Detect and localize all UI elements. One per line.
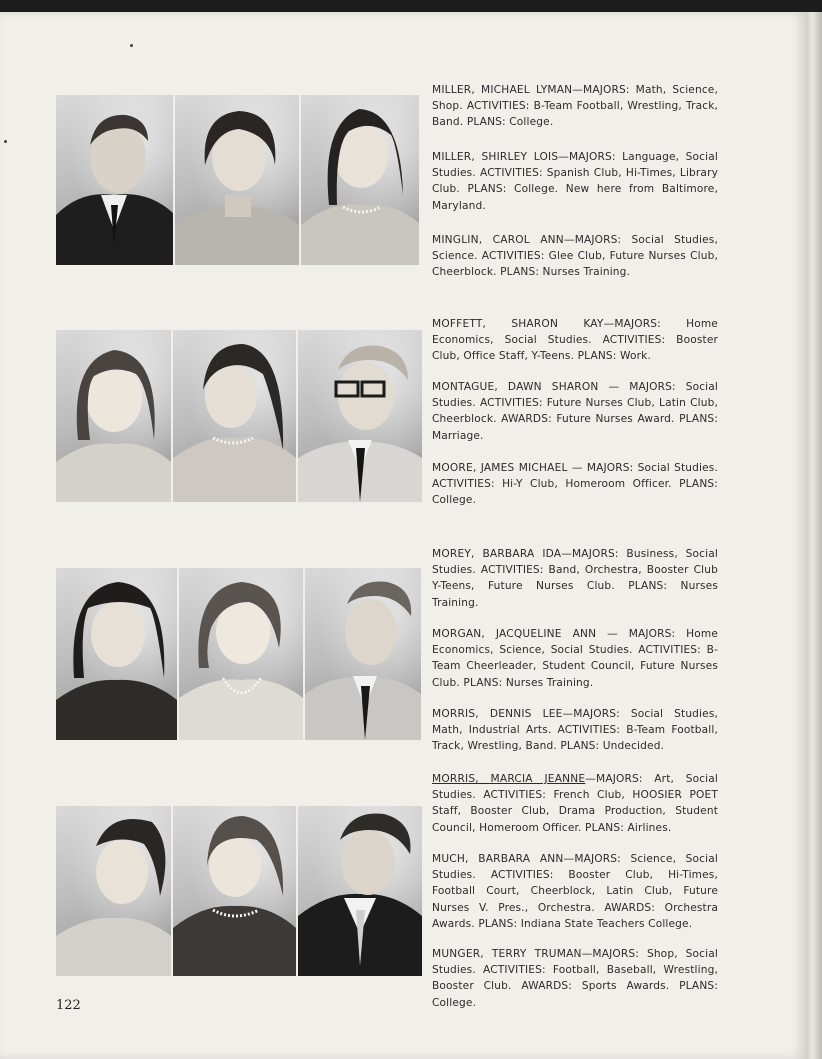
portrait-photo-much-barbara (173, 806, 296, 976)
portrait-photo-montague-dawn (173, 330, 296, 502)
student-details: MAJORS: Science, Social Studies. ACTIVITIES: Booster Club, Hi-Times, Football Court, Cheerblock, Latin Club, Future Nurses V. Pres., Orchestra. AWARDS: Orchestra Awards. PLANS: Indiana State Teachers College. (432, 853, 718, 930)
student-name: MORGAN, JACQUELINE ANN (432, 628, 597, 640)
student-entry-morris-dennis: MORRIS, DENNIS LEE—MAJORS: Social Studies, Math, Industrial Arts. ACTIVITIES: B-Team Football, Track, Wrestling, Band. PLANS: Undecided. (432, 708, 719, 753)
student-entry-miller-shirley: MILLER, SHIRLEY LOIS—MAJORS: Language, Social Studies. ACTIVITIES: Spanish Club, Hi-Times, Library Club. PLANS: College. New here from Baltimore, Maryland. (432, 151, 718, 212)
portrait-photo-morgan-jacqueline (179, 568, 303, 740)
student-name: MUNGER, TERRY TRUMAN (432, 948, 582, 960)
portrait-photo-munger-terry (298, 806, 422, 976)
student-details: MAJORS: Social Studies, Math, Industrial Arts. ACTIVITIES: B-Team Football, Track, Wrestling, Band. PLANS: Undecided. (432, 708, 719, 753)
portrait-photo-moffett-sharon (56, 330, 171, 502)
student-entry-moffett-sharon: MOFFETT, SHARON KAY—MAJORS: Home Economics, Social Studies. ACTIVITIES: Booster Club, Office Staff, Y-Teens. PLANS: Work. (432, 318, 718, 363)
portrait-photo-minglin-carol (301, 95, 419, 265)
student-name: MORRIS, DENNIS LEE (432, 708, 563, 720)
student-details: MAJORS: Business, Social Studies. ACTIVITIES: Band, Orchestra, Booster Club Y-Teens, Future Nurses Club. PLANS: Nurses Training. (432, 548, 718, 609)
student-details: MAJORS: Math, Science, Shop. ACTIVITIES: B-Team Football, Wrestling, Track, Band. PLANS: College. (432, 84, 718, 129)
scan-top-edge (0, 0, 822, 12)
student-details: MAJORS: Social Studies, Science. ACTIVITIES: Glee Club, Future Nurses Club, Cheerblock. PLANS: Nurses Training. (432, 234, 718, 279)
student-details: MAJORS: Social Studies. ACTIVITIES: Hi-Y Club, Homeroom Officer. PLANS: College. (432, 462, 718, 507)
student-details: MAJORS: Social Studies. ACTIVITIES: Future Nurses Club, Latin Club, Cheerblock. AWARDS: Future Nurses Award. PLANS: Marriage. (432, 381, 719, 442)
student-name: MILLER, MICHAEL LYMAN (432, 84, 573, 96)
student-details: MAJORS: Language, Social Studies. ACTIVITIES: Spanish Club, Hi-Times, Library Club. PLANS: College. New here from Baltimore, Maryland. (432, 151, 718, 212)
dust-speck (130, 44, 133, 47)
student-details: MAJORS: Home Economics, Science, Social Studies. ACTIVITIES: B-Team Cheerleader, Student Council, Future Nurses Club. PLANS: Nurses Training. (432, 628, 718, 689)
student-name: MINGLIN, CAROL ANN (432, 234, 564, 246)
portrait-photo-morris-dennis (305, 568, 421, 740)
page-binding-edge (806, 12, 822, 1059)
student-name: MOORE, JAMES MICHAEL (432, 462, 568, 474)
student-entry-miller-michael: MILLER, MICHAEL LYMAN—MAJORS: Math, Science, Shop. ACTIVITIES: B-Team Football, Wrestling, Track, Band. PLANS: College. (432, 84, 718, 129)
portrait-photo-miller-shirley (175, 95, 299, 265)
student-entry-munger-terry: MUNGER, TERRY TRUMAN—MAJORS: Shop, Social Studies. ACTIVITIES: Football, Baseball, Wrestling, Booster Club. AWARDS: Sports Awards. PLANS: College. (432, 948, 718, 1009)
portrait-photo-morey-barbara (56, 568, 177, 740)
student-entry-morey-barbara: MOREY, BARBARA IDA—MAJORS: Business, Social Studies. ACTIVITIES: Band, Orchestra, Booster Club Y-Teens, Future Nurses Club. PLANS: Nurses Training. (432, 548, 718, 609)
portrait-photo-miller-michael (56, 95, 173, 265)
student-entry-minglin-carol: MINGLIN, CAROL ANN—MAJORS: Social Studies, Science. ACTIVITIES: Glee Club, Future Nurses Club, Cheerblock. PLANS: Nurses Training. (432, 234, 718, 279)
student-details: MAJORS: Shop, Social Studies. ACTIVITIES: Football, Baseball, Wrestling, Booster Club. AWARDS: Sports Awards. PLANS: College. (432, 948, 718, 1009)
student-entry-much-barbara: MUCH, BARBARA ANN—MAJORS: Science, Social Studies. ACTIVITIES: Booster Club, Hi-Times, Football Court, Cheerblock, Latin Club, Future Nurses V. Pres., Orchestra. AWARDS: Orchestra Awards. PLANS: Indiana State Teachers College. (432, 853, 718, 930)
student-name: MOFFETT, SHARON KAY (432, 318, 604, 330)
portrait-photo-moore-james (298, 330, 422, 502)
dust-speck (4, 140, 7, 143)
portrait-photo-morris-marcia (56, 806, 171, 976)
student-details: MAJORS: Art, Social Studies. ACTIVITIES: French Club, HOOSIER POET Staff, Booster Club, Drama Production, Student Council, Homeroom Officer. PLANS: Airlines. (432, 773, 719, 834)
page-number: 122 (56, 998, 81, 1013)
student-name: MOREY, BARBARA IDA (432, 548, 562, 560)
student-name: MORRIS, MARCIA JEANNE (432, 773, 586, 785)
student-name: MILLER, SHIRLEY LOIS (432, 151, 559, 163)
student-entry-moore-james: MOORE, JAMES MICHAEL — MAJORS: Social Studies. ACTIVITIES: Hi-Y Club, Homeroom Officer. PLANS: College. (432, 462, 718, 507)
student-name: MUCH, BARBARA ANN (432, 853, 564, 865)
student-details: MAJORS: Home Economics, Social Studies. ACTIVITIES: Booster Club, Office Staff, Y-Teens. PLANS: Work. (432, 318, 718, 363)
student-entry-morris-marcia: MORRIS, MARCIA JEANNE—MAJORS: Art, Social Studies. ACTIVITIES: French Club, HOOSIER POET Staff, Booster Club, Drama Production, Student Council, Homeroom Officer. PLANS: Airlines. (432, 773, 719, 834)
student-entry-morgan-jacqueline: MORGAN, JACQUELINE ANN — MAJORS: Home Economics, Science, Social Studies. ACTIVITIES: B-Team Cheerleader, Student Council, Future Nurses Club. PLANS: Nurses Training. (432, 628, 718, 689)
student-name: MONTAGUE, DAWN SHARON (432, 381, 599, 393)
student-entry-montague-dawn: MONTAGUE, DAWN SHARON — MAJORS: Social Studies. ACTIVITIES: Future Nurses Club, Latin Club, Cheerblock. AWARDS: Future Nurses Award. PLANS: Marriage. (432, 381, 719, 442)
